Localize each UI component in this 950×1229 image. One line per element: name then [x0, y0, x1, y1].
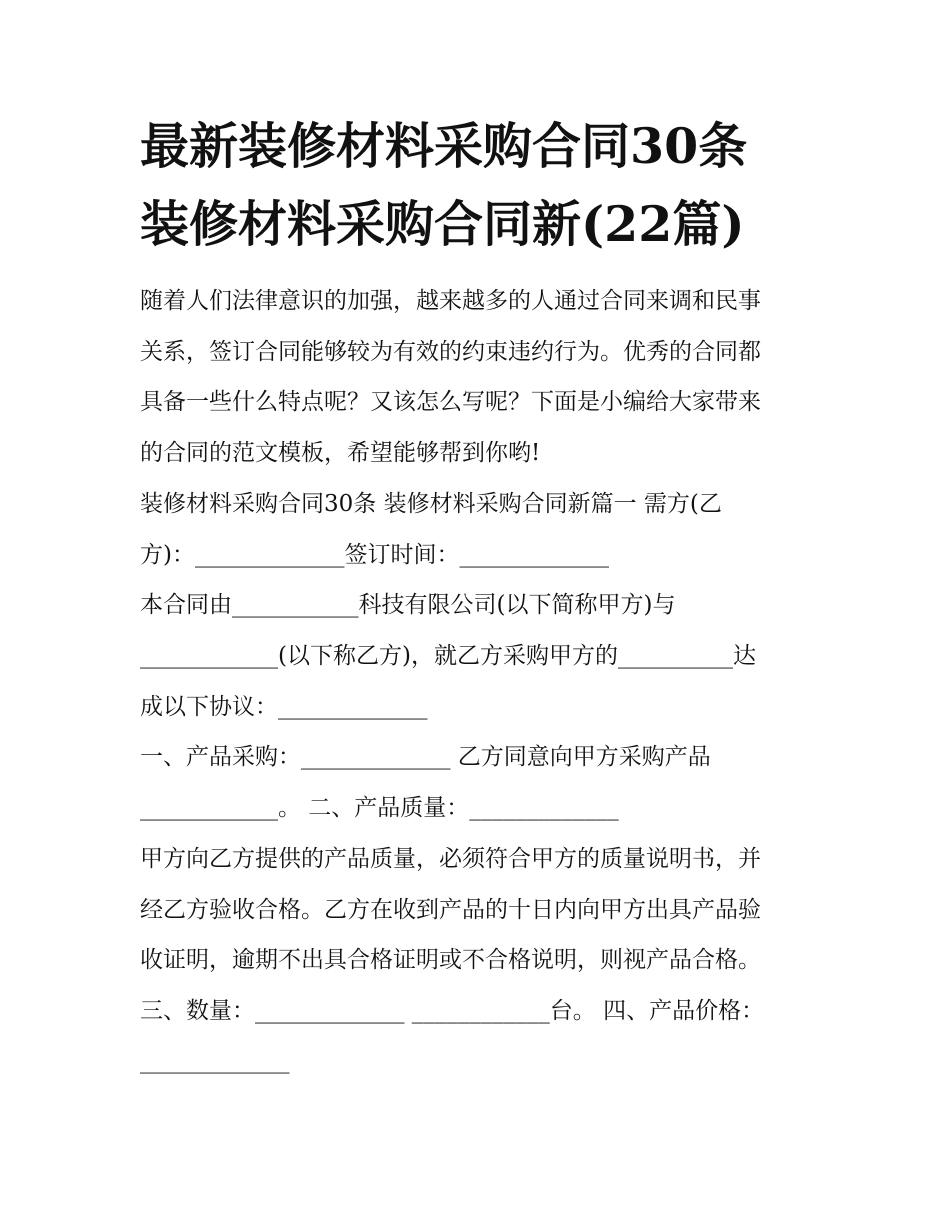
- text-line: 一、产品采购：_____________ 乙方同意向甲方采购产品: [140, 744, 711, 770]
- text-line: 三、数量：_____________ ____________台。 四、产品价格：: [140, 998, 765, 1024]
- text-line: 随着人们法律意识的加强，越来越多的人通过合同来调和民事: [140, 288, 761, 314]
- text-line: 成以下协议：_____________: [140, 694, 428, 720]
- text-line: _____________: [140, 1048, 290, 1074]
- document-title-line-2: 装修材料采购合同新(22篇): [140, 195, 745, 253]
- text-line: 本合同由___________科技有限公司(以下简称甲方)与: [140, 592, 676, 618]
- text-line: 的合同的范文模板，希望能够帮到你哟!: [140, 440, 541, 466]
- text-line: 方)：_____________签订时间：_____________: [140, 542, 609, 568]
- text-line: 装修材料采购合同30条 装修材料采购合同新篇一 需方(乙: [140, 491, 722, 517]
- text-line: 关系，签订合同能够较为有效的约束违约行为。优秀的合同都: [140, 339, 761, 365]
- document-title-line-1: 最新装修材料采购合同30条: [140, 117, 748, 175]
- text-line: ____________。 二、产品质量：_____________: [140, 795, 619, 821]
- text-line: 甲方向乙方提供的产品质量，必须符合甲方的质量说明书，并: [140, 846, 761, 872]
- text-line: 具备一些什么特点呢？又该怎么写呢？下面是小编给大家带来: [140, 389, 761, 415]
- text-line: 收证明，逾期不出具合格证明或不合格说明，则视产品合格。: [140, 947, 761, 973]
- text-line: ____________(以下称乙方)，就乙方采购甲方的__________达: [140, 643, 756, 669]
- text-line: 经乙方验收合格。乙方在收到产品的十日内向甲方出具产品验: [140, 897, 761, 923]
